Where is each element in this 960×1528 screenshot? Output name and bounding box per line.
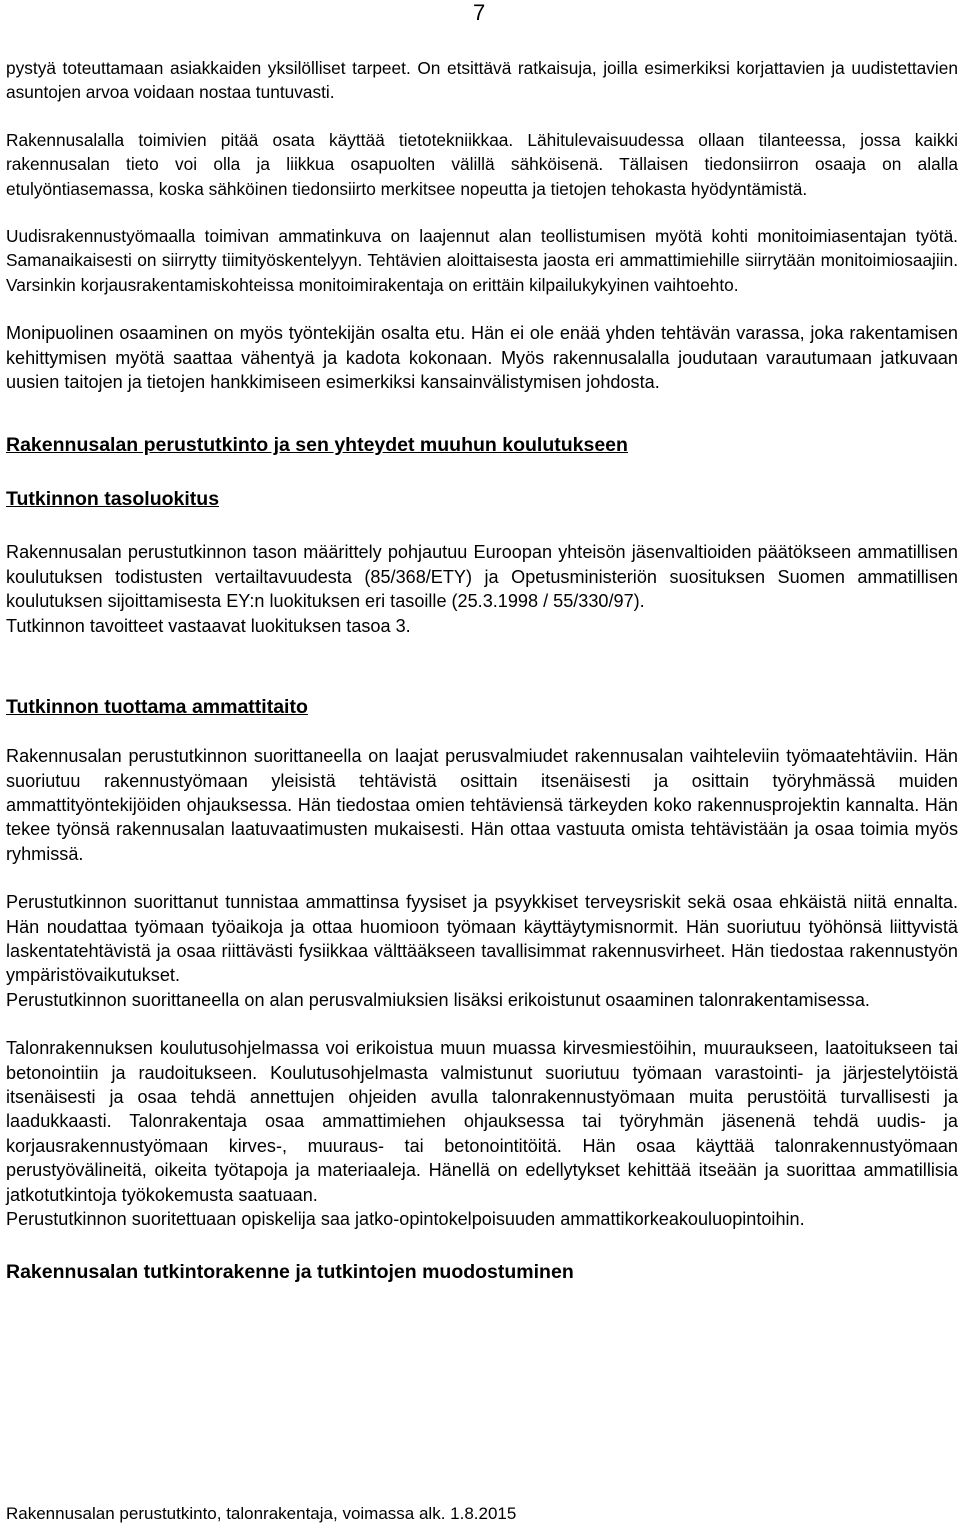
- section-heading: Rakennusalan tutkintorakenne ja tutkintojen muodostuminen: [6, 1261, 574, 1284]
- subsection-heading: Tutkinnon tasoluokitus: [6, 488, 220, 511]
- paragraph: Rakennusalan perustutkinnon suorittaneella on laajat perusvalmiudet rakennusalan vaihteleviin työmaatehtäviin. Hän suoriutuu rakennustyömaan yleisistä tehtävistä osittain itsenäisesti ja osittain työryhmässä muiden ammattityöntekijöiden ohjauksessa. Hän tiedostaa omien tehtäviensä tärkeyden koko rakennusprojektin kannalta. Hän tekee työnsä rakennusalan laatuvaatimusten mukaisesti. Hän ottaa vastuuta omista tehtävistään ja osaa toimia myös ryhmissä.: [6, 746, 958, 864]
- section-heading: Rakennusalan perustutkinto ja sen yhteydet muuhun koulutukseen: [6, 434, 628, 457]
- paragraph: pystyä toteuttamaan asiakkaiden yksilölliset tarpeet. On etsittävä ratkaisuja, joilla esimerkiksi korjattavien ja uudistettavien asuntojen arvoa voidaan nostaa tuntuvasti.: [6, 58, 958, 103]
- document-body: [6, 56, 958, 1285]
- paragraph: Tutkinnon tavoitteet vastaavat luokituksen tasoa 3.: [6, 615, 411, 636]
- paragraph: Perustutkinnon suorittanut tunnistaa ammattinsa fyysiset ja psyykkiset terveysriskit sekä osaa ehkäistä niitä ennalta. Hän noudattaa työmaan työaikoja ja ottaa huomioon työmaan käyttäytymisnormit. Hän suoriutuu työhönsä liittyvistä laskentatehtävistä ja osaa riittävästi fysiikkaa välttääkseen tavallisimmat rakennusvirheet. Hän tiedostaa rakennustyön ympäristövaikutukset.: [6, 892, 958, 986]
- page-footer: Rakennusalan perustutkinto, talonrakentaja, voimassa alk. 1.8.2015: [6, 1504, 517, 1523]
- page-number: 7: [473, 0, 486, 25]
- paragraph: Perustutkinnon suorittaneella on alan perusvalmiuksien lisäksi erikoistunut osaaminen talonrakentamisessa.: [6, 989, 870, 1010]
- section-heading: Tutkinnon tuottama ammattitaito: [6, 696, 308, 719]
- paragraph: Monipuolinen osaaminen on myös työntekijän osalta etu. Hän ei ole enää yhden tehtävän varassa, joka rakentamisen kehittymisen myötä saattaa vähentyä ja kadota kokonaan. Myös rakennusalalla joudutaan varautumaan jatkuvaan uusien taitojen ja tietojen hankkimiseen esimerkiksi kansainvälistymisen johdosta.: [6, 323, 958, 393]
- paragraph: Rakennusalalla toimivien pitää osata käyttää tietotekniikkaa. Lähitulevaisuudessa ollaan tilanteessa, jossa kaikki rakennusalan tieto voi olla ja liikkua osapuolten välillä sähköisenä. Tällaisen tiedonsiirron osaaja on alalla etulyöntiasemassa, koska sähköinen tiedonsiirto merkitsee nopeutta ja tietojen tehokasta hyödyntämistä.: [6, 129, 958, 199]
- paragraph: Perustutkinnon suoritettuaan opiskelija saa jatko-opintokelpoisuuden ammattikorkeakouluopintoihin.: [6, 1209, 805, 1229]
- paragraph: Uudisrakennustyömaalla toimivan ammatinkuva on laajennut alan teollistumisen myötä kohti monitoimiasentajan työtä. Samanaikaisesti on siirrytty tiimityöskentelyyn. Tehtävien aloittaisesta jaosta eri ammattimiehille siirrytään monitoimiosaajiin. Varsinkin korjausrakentamiskohteissa monitoimirakentaja on erittäin kilpailukykyinen vaihtoehto.: [6, 226, 958, 295]
- paragraph: Talonrakennuksen koulutusohjelmassa voi erikoistua muun muassa kirvesmiestöihin, muuraukseen, laatoitukseen tai betonointiin ja raudoitukseen. Koulutusohjelmasta valmistunut suoriutuu työmaan varastointi- ja järjestelytöistä itsenäisesti ja osaa tehdä annettujen ohjeiden avulla talonrakennustyömaan muita perustöitä turvallisesti ja laadukkaasti. Talonrakentaja osaa ammattimiehen ohjauksessa tai työryhmän jäsenenä tehdä uudis- ja korjausrakennustyömaan kirves-, muuraus- tai betonointitöitä. Hän osaa käyttää talonrakennustyömaan perustyövälineitä, oikeita työtapoja ja materiaaleja. Hänellä on edellytykset kehittää itseään ja suorittaa ammatillisia jatkotutkintoja työkokemusta saatuaan.: [6, 1038, 958, 1205]
- paragraph: Rakennusalan perustutkinnon tason määrittely pohjautuu Euroopan yhteisön jäsenvaltioiden päätökseen ammatillisen koulutuksen todistusten vertailtavuudesta (85/368/ETY) ja Opetusministeriön suosituksen Suomen ammatillisen koulutuksen sijoittamisesta EY:n luokituksen eri tasoille (25.3.1998 / 55/330/97).: [6, 542, 958, 612]
